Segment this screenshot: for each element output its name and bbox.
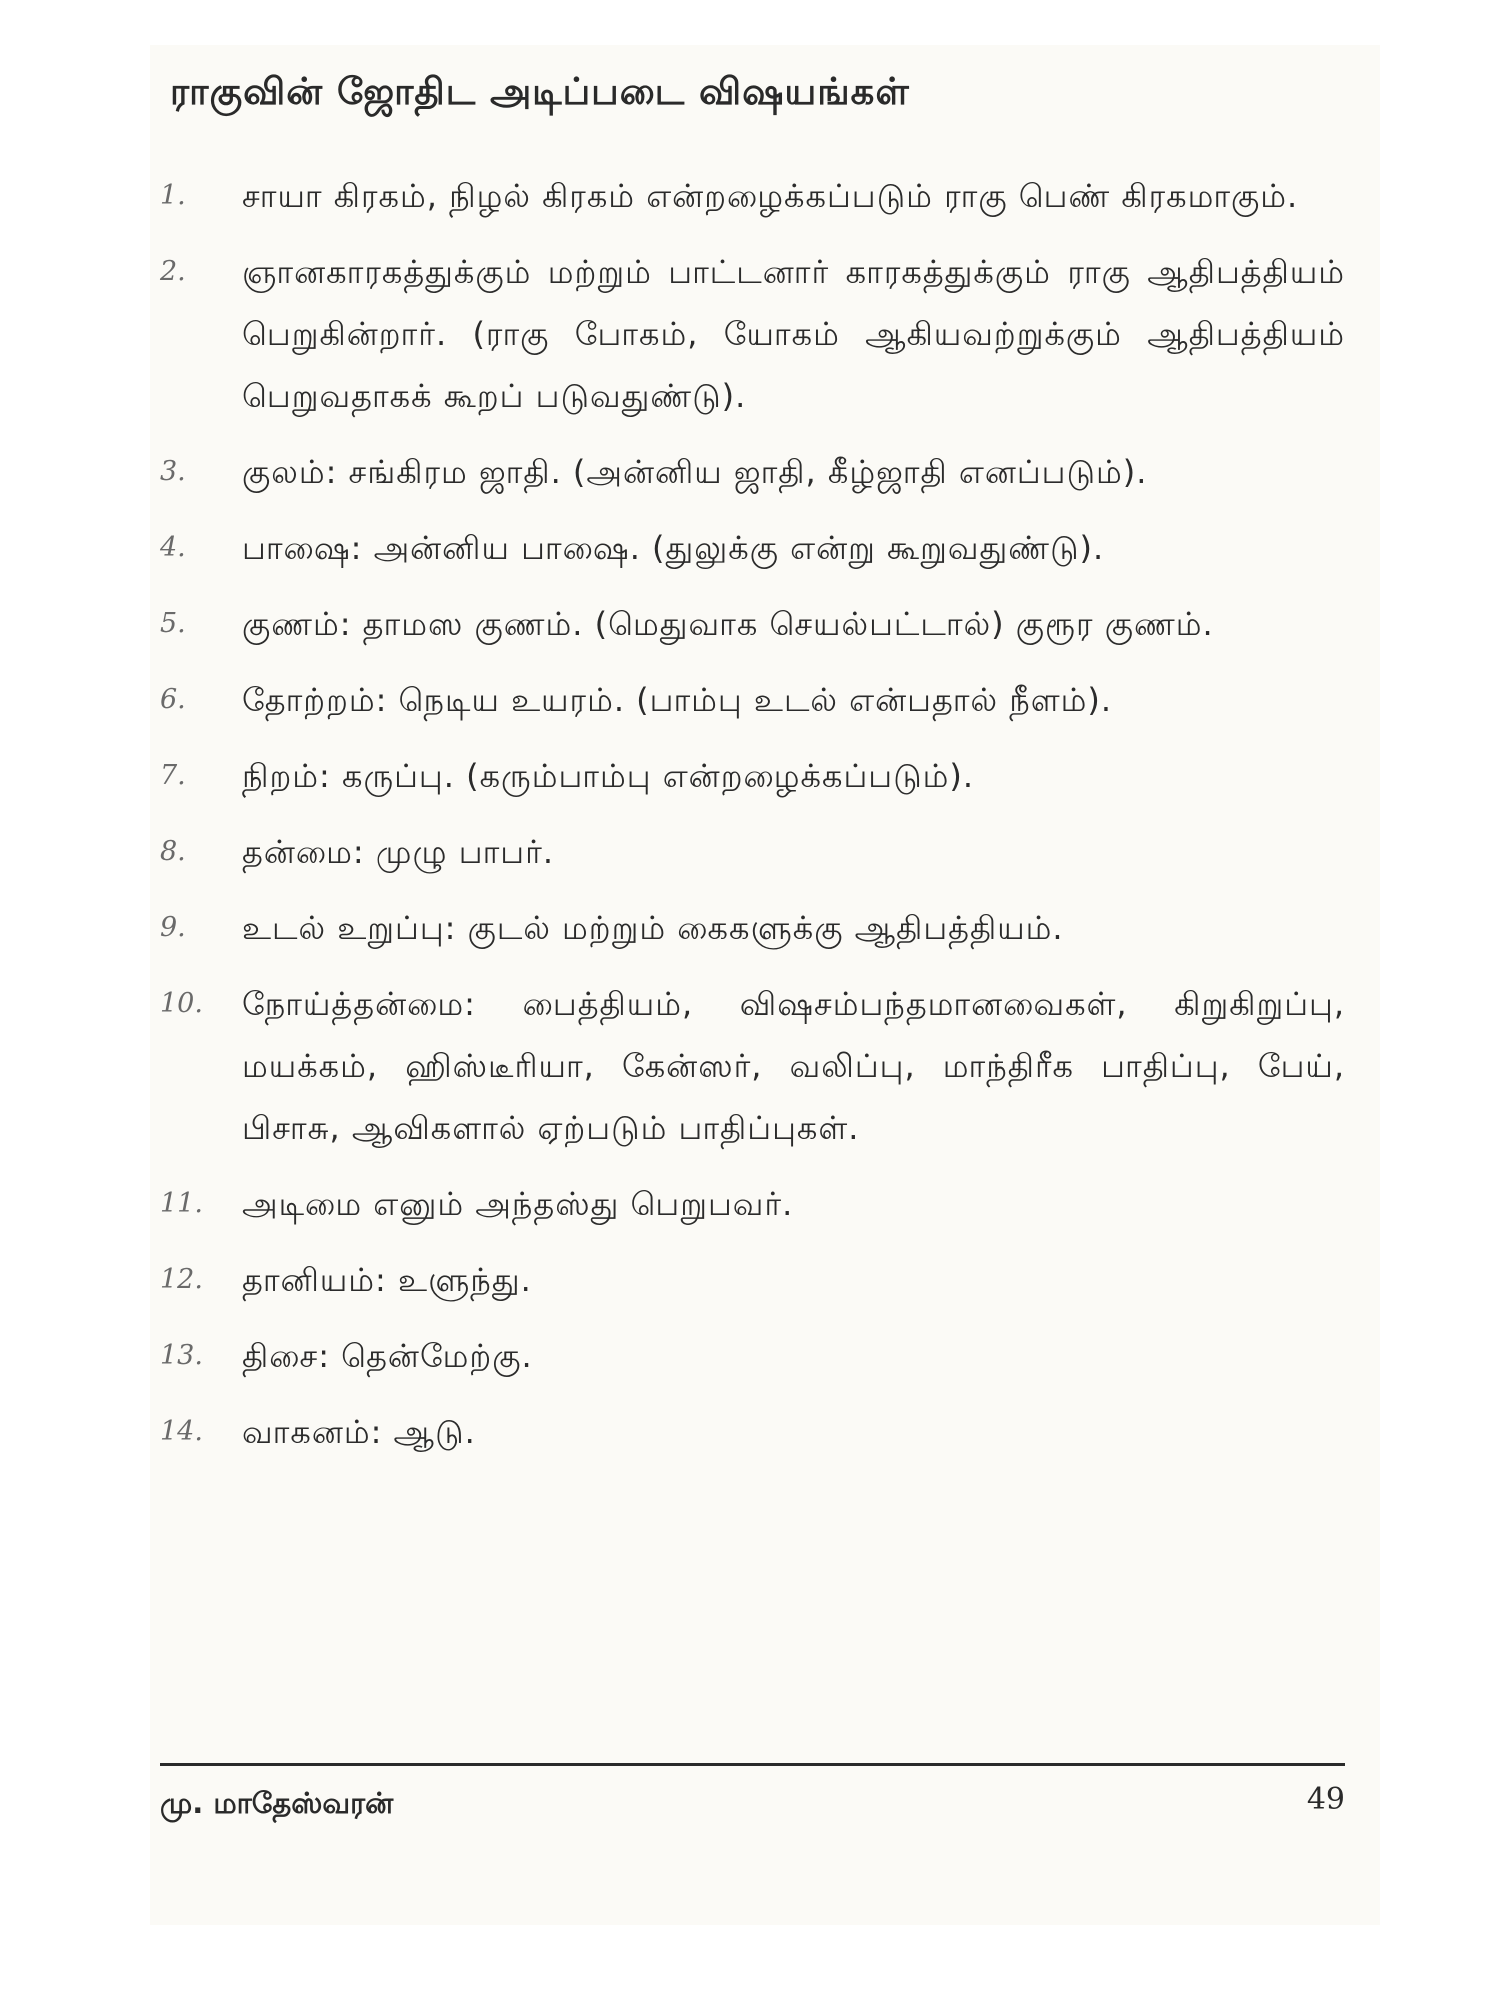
list-item [160,669,1345,731]
item-number: 6. [160,684,186,715]
item-number: 1. [160,180,186,211]
item-text: சாயா கிரகம், நிழல் கிரகம் என்றழைக்கப்படும் ராகு பெண் கிரகமாகும். [242,177,1299,215]
item-text: வாகனம்: ஆடு. [242,1413,476,1451]
list-item [160,1401,1345,1463]
item-number: 3. [160,456,186,487]
item-number: 9. [160,912,186,943]
item-text: தானியம்: உளுந்து. [242,1261,532,1299]
item-text: அடிமை எனும் அந்தஸ்து பெறுபவர். [242,1185,794,1223]
item-number: 7. [160,760,186,791]
list-item [160,821,1345,883]
item-text: குலம்: சங்கிரம ஜாதி. (அன்னிய ஜாதி, கீழ்ஜாதி எனப்படும்). [242,453,1148,491]
item-number: 14. [160,1416,203,1447]
item-text: தோற்றம்: நெடிய உயரம். (பாம்பு உடல் என்பதால் நீளம்). [242,681,1113,719]
list-item [160,593,1345,655]
footer-author: மு. மாதேஸ்வரன் [160,1786,394,1820]
item-number: 10. [160,988,203,1019]
item-text: நோய்த்தன்மை: பைத்தியம், விஷசம்பந்தமானவைகள், கிறுகிறுப்பு, மயக்கம், ஹிஸ்டீரியா, கேன்ஸர், வலிப்பு, மாந்திரீக பாதிப்பு, பேய், பிசாசு, ஆவிகளால் ஏற்படும் பாதிப்புகள். [242,985,1345,1147]
item-text: குணம்: தாமஸ குணம். (மெதுவாக செயல்பட்டால்) குரூர குணம். [242,605,1214,643]
list-item [160,517,1345,579]
item-text: பாஷை: அன்னிய பாஷை. (துலுக்கு என்று கூறுவதுண்டு). [242,529,1105,567]
list-item [160,973,1345,1159]
list-item [160,1173,1345,1235]
item-number: 4. [160,532,186,563]
item-number: 5. [160,608,186,639]
item-number: 8. [160,836,186,867]
item-number: 11. [160,1188,203,1219]
item-number: 2. [160,256,186,287]
page-number: 49 [1306,1782,1345,1817]
list-item [160,165,1345,227]
item-number: 13. [160,1340,203,1371]
item-text: நிறம்: கருப்பு. (கரும்பாம்பு என்றழைக்கப்படும்). [242,757,975,795]
footer-divider [160,1763,1345,1766]
list-item [160,241,1345,427]
item-text: ஞானகாரகத்துக்கும் மற்றும் பாட்டனார் காரகத்துக்கும் ராகு ஆதிபத்தியம் பெறுகின்றார். (ராகு போகம், யோகம் ஆகியவற்றுக்கும் ஆதிபத்தியம் பெறுவதாகக் கூறப் படுவதுண்டு). [242,253,1345,415]
item-text: தன்மை: முழு பாபர். [242,833,554,871]
item-text: திசை: தென்மேற்கு. [242,1337,533,1375]
item-list [160,165,1345,1463]
list-item [160,745,1345,807]
list-item [160,441,1345,503]
list-item [160,897,1345,959]
list-item [160,1249,1345,1311]
item-text: உடல் உறுப்பு: குடல் மற்றும் கைகளுக்கு ஆதிபத்தியம். [242,909,1064,947]
list-item [160,1325,1345,1387]
page-title: ராகுவின் ஜோதிட அடிப்படை விஷயங்கள் [170,70,910,113]
item-number: 12. [160,1264,203,1295]
